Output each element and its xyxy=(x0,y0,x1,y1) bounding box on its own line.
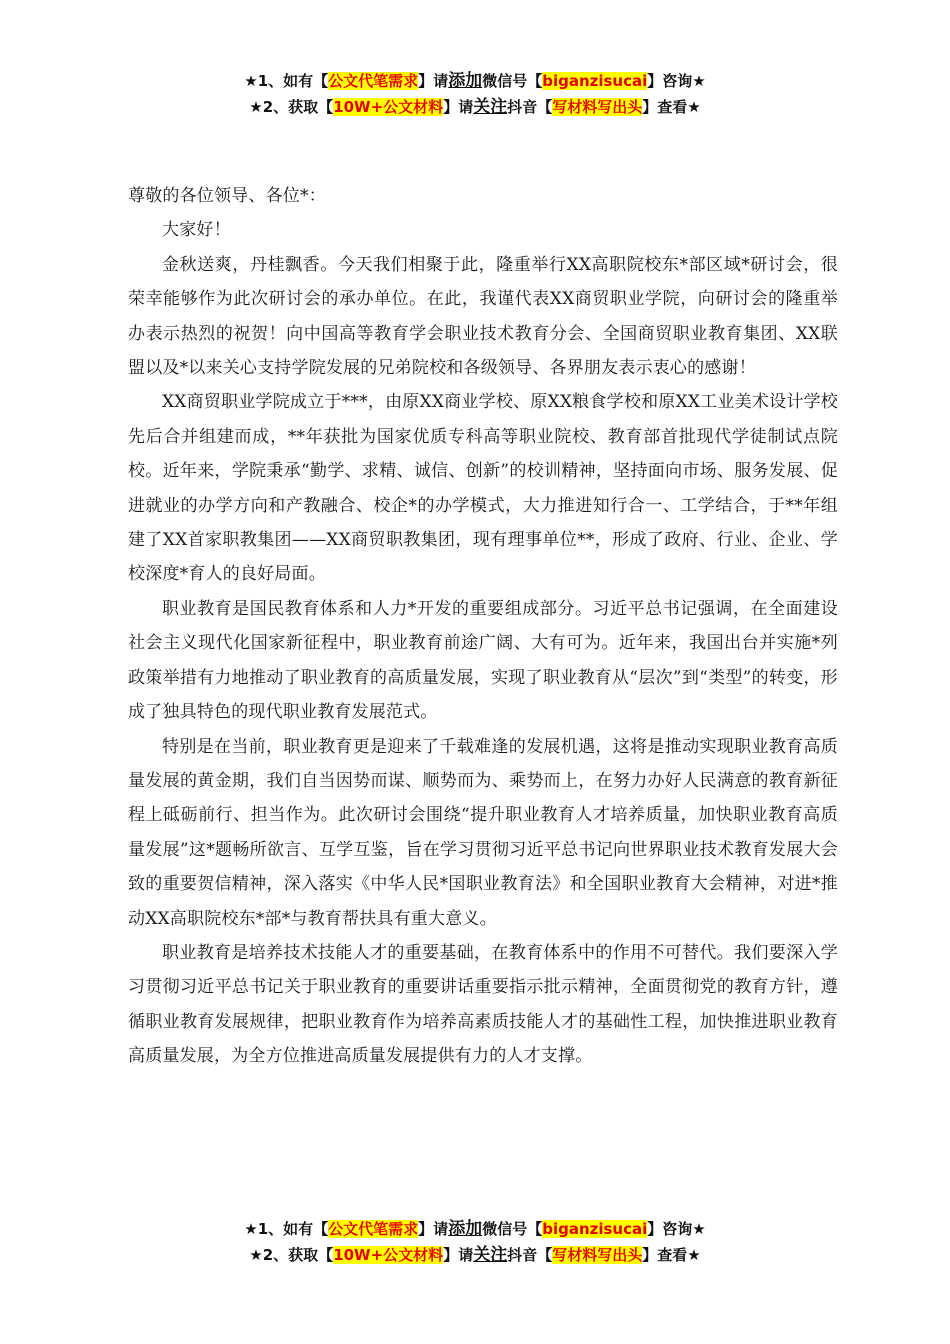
banner-text: ★1、如有【 xyxy=(244,72,329,90)
banner-text: 】咨询★ xyxy=(647,1220,706,1238)
banner-highlight: 10W+公文材料 xyxy=(333,98,444,116)
banner-text: 】咨询★ xyxy=(647,72,706,90)
banner-line-2 xyxy=(0,1242,950,1268)
banner-line-1 xyxy=(0,1216,950,1242)
banner-text: 抖音【 xyxy=(507,1246,553,1264)
paragraph-1: 金秋送爽，丹桂飘香。今天我们相聚于此，隆重举行XX高职院校东*部区域*研讨会，很荣幸能够作为此次研讨会的承办单位。在此，我谨代表XX商贸职业学院，向研讨会的隆重举办表示热烈的祝贺！向中国高等教育学会职业技术教育分会、全国商贸职业教育集团、XX联盟以及*以来关心支持学院发展的兄弟院校和各级领导、各界朋友表示衷心的感谢！ xyxy=(128,254,838,379)
paragraph-3: 职业教育是国民教育体系和人力*开发的重要组成部分。习近平总书记强调，在全面建设社会主义现代化国家新征程中，职业教育前途广阔、大有可为。近年来，我国出台并实施*列政策举措有力地推动了职业教育的高质量发展，实现了职业教育从“层次”到“类型”的转变，形成了独具特色的现代职业教育发展范式。 xyxy=(128,598,838,723)
banner-text: ★2、获取【 xyxy=(249,98,334,116)
banner-wechat-id: biganzisucai xyxy=(542,1220,648,1238)
banner-underline: 添加 xyxy=(448,71,483,91)
banner-text: 】请 xyxy=(418,72,449,90)
document-body xyxy=(128,179,838,1074)
banner-line-2 xyxy=(0,94,950,120)
paragraph-2: XX商贸职业学院成立于***，由原XX商业学校、原XX粮食学校和原XX工业美术设计学校先后合并组建而成，**年获批为国家优质专科高等职业院校、教育部首批现代学徒制试点院校。近年来，学院秉承“勤学、求精、诚信、创新”的校训精神，坚持面向市场、服务发展、促进就业的办学方向和产教融合、校企*的办学模式，大力推进知行合一、工学结合，于**年组建了XX首家职教集团——XX商贸职教集团，现有理事单位**，形成了政府、行业、企业、学校深度*育人的良好局面。 xyxy=(128,392,838,585)
banner-underline: 关注 xyxy=(473,97,508,117)
banner-text: 微信号【 xyxy=(482,72,543,90)
banner-underline: 关注 xyxy=(473,1245,508,1265)
banner-underline: 添加 xyxy=(448,1219,483,1239)
banner-text: 】请 xyxy=(443,98,474,116)
paragraph-5: 职业教育是培养技术技能人才的重要基础，在教育体系中的作用不可替代。我们要深入学习贯彻习近平总书记关于职业教育的重要讲话重要指示批示精神，全面贯彻党的教育方针，遵循职业教育发展规律，把职业教育作为培养高素质技能人才的基础性工程，加快推进职业教育高质量发展，为全方位推进高质量发展提供有力的人才支撑。 xyxy=(128,942,838,1067)
banner-text: 抖音【 xyxy=(507,98,553,116)
banner-douyin-id: 写材料写出头 xyxy=(552,98,643,116)
greeting: 大家好！ xyxy=(162,220,231,241)
banner-text: 】请 xyxy=(443,1246,474,1264)
banner-text: ★2、获取【 xyxy=(249,1246,334,1264)
banner-wechat-id: biganzisucai xyxy=(542,72,648,90)
banner-text: 】查看★ xyxy=(642,98,701,116)
salutation: 尊敬的各位领导、各位*： xyxy=(128,186,326,206)
banner-highlight: 10W+公文材料 xyxy=(333,1246,444,1264)
footer-banner xyxy=(0,1216,950,1268)
header-banner xyxy=(0,68,950,120)
banner-highlight: 公文代笔需求 xyxy=(328,72,419,90)
banner-line-1 xyxy=(0,68,950,94)
banner-text: 微信号【 xyxy=(482,1220,543,1238)
banner-text: 】查看★ xyxy=(642,1246,701,1264)
banner-text: 】请 xyxy=(418,1220,449,1238)
paragraph-4: 特别是在当前，职业教育更是迎来了千载难逢的发展机遇，这将是推动实现职业教育高质量发展的黄金期，我们自当因势而谋、顺势而为、乘势而上，在努力办好人民满意的教育新征程上砥砺前行、担当作为。此次研讨会围绕“提升职业教育人才培养质量，加快职业教育高质量发展”这*题畅所欲言、互学互鉴，旨在学习贯彻习近平总书记向世界职业技术教育发展大会致的重要贺信精神，深入落实《中华人民*国职业教育法》和全国职业教育大会精神，对进*推动XX高职院校东*部*与教育帮扶具有重大意义。 xyxy=(128,736,838,929)
banner-douyin-id: 写材料写出头 xyxy=(552,1246,643,1264)
banner-text: ★1、如有【 xyxy=(244,1220,329,1238)
banner-highlight: 公文代笔需求 xyxy=(328,1220,419,1238)
